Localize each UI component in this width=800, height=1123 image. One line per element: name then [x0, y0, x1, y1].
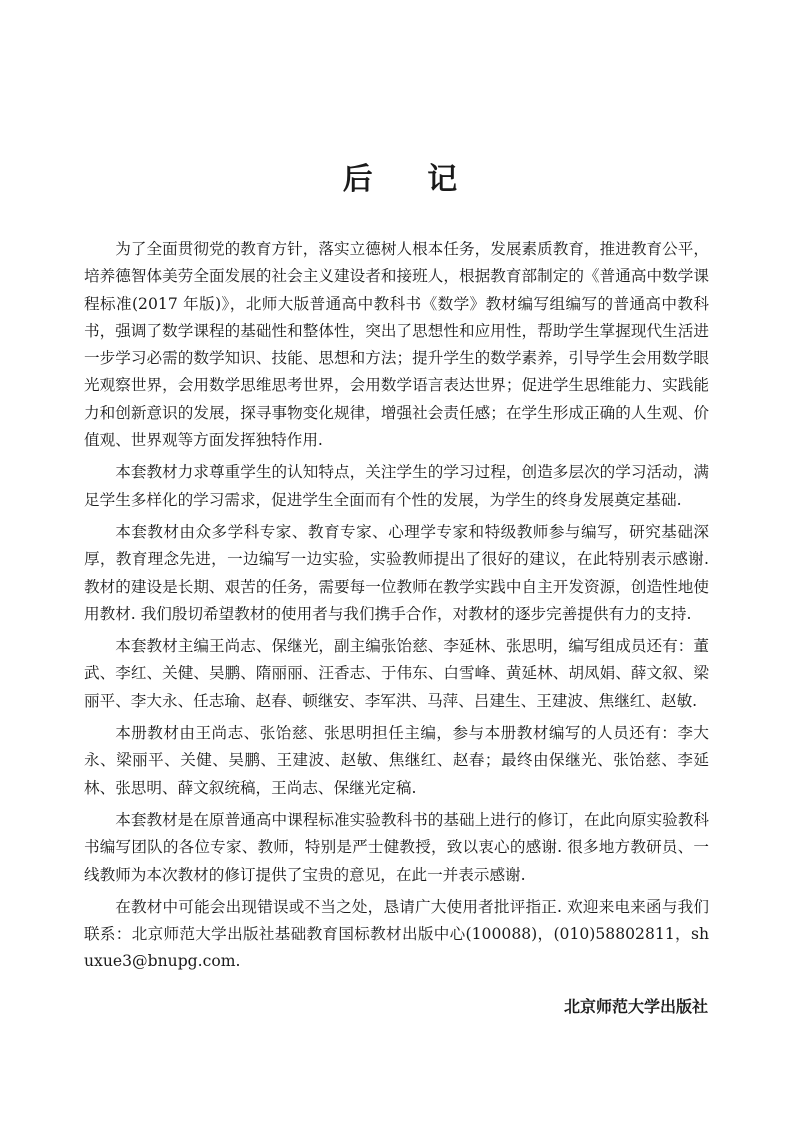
paragraph-editorial-team: 本套教材主编王尚志、保继光，副主编张饴慈、李延林、张思明，编写组成员还有：董武、李红、关健、吴鹏、隋丽丽、汪香志、于伟东、白雪峰、黄延林、胡凤娟、薛文叙、梁丽平、李大永、任志瑜、赵春、顿继安、李军洪、马萍、吕建生、王建波、焦继红、赵敏.: [84, 637, 709, 710]
paragraph-purpose: 为了全面贯彻党的教育方针，落实立德树人根本任务，发展素质教育，推进教育公平，培养德智体美劳全面发展的社会主义建设者和接班人，根据教育部制定的《普通高中数学课程标准(2017 年版)》，北师大版普通高中教科书《数学》教材编写组编写的普通高中教科书，强调了数学课程的基础性和整体性，突出了思想性和应用性，帮助学生掌握现代生活进一步学习必需的数学知识、技能、思想和方法；提升学生的数学素养，引导学生会用数学眼光观察世界，会用数学思维思考世界，会用数学语言表达世界；促进学生思维能力、实践能力和创新意识的发展，探寻事物变化规律，增强社会责任感；在学生形成正确的人生观、价值观、世界观等方面发挥独特作用.: [84, 240, 709, 450]
paragraph-authors-experts: 本套教材由众多学科专家、教育专家、心理学专家和特级教师参与编写，研究基础深厚，教育理念先进，一边编写一边实验，实验教师提出了很好的建议，在此特别表示感谢. 教材的建设是长期、艰苦的任务，需要每一位教师在教学实践中自主开发资源，创造性地使用教材. 我们殷切希望教材的使用者与我们携手合作，对教材的逐步完善提供有力的支持.: [84, 522, 709, 623]
page-title: 后 记: [342, 162, 480, 197]
paragraph-volume-editors: 本册教材由王尚志、张饴慈、张思明担任主编，参与本册教材编写的人员还有：李大永、梁丽平、关健、吴鹏、王建波、赵敏、焦继红、赵春；最终由保继光、张饴慈、李延林、张思明、薛文叙统稿，王尚志、保继光定稿.: [84, 724, 709, 797]
paragraph-acknowledgements: 本套教材是在原普通高中课程标准实验教科书的基础上进行的修订，在此向原实验教科书编写团队的各位专家、教师，特别是严士健教授，致以衷心的感谢. 很多地方教研员、一线教师为本次教材的修订提供了宝贵的意见，在此一并表示感谢.: [84, 810, 709, 884]
paragraph-student-focus: 本套教材力求尊重学生的认知特点，关注学生的学习过程，创造多层次的学习活动，满足学生多样化的学习需求，促进学生全面而有个性的发展，为学生的终身发展奠定基础.: [84, 463, 709, 509]
afterword-body: [84, 236, 709, 981]
publisher-name: 北京师范大学出版社: [563, 997, 708, 1016]
paragraph-contact: 在教材中可能会出现错误或不当之处，恳请广大使用者批评指正. 欢迎来电来函与我们联系：北京师范大学出版社基础教育国标教材出版中心(100088)，(010)58802811，shuxue3@bnupg.com.: [84, 897, 709, 971]
